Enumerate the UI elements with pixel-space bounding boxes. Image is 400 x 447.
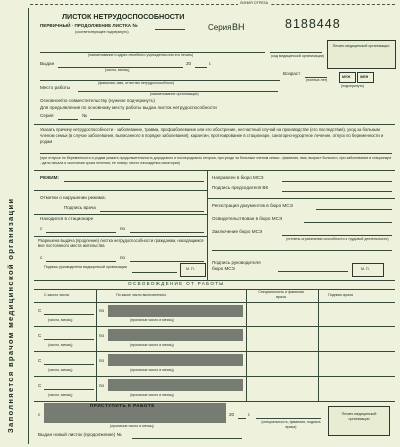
reason-text: Указать причину нетрудоспособности - заболевание, травма, профзаболевание или его обострение, несчастный случай на производстве (его последствия), уход за больным членом семьи (в случае заболевания, выписанного в порядке заболевания), карантин, протезирование в стационаре, санаторно-курортное лечение, отпуск по беременности и родам	[40, 127, 384, 145]
series-word: Серия	[40, 113, 54, 118]
issued-date-caption: (число, месяц)	[105, 68, 130, 72]
age-label: Возраст	[283, 71, 301, 76]
new-issued-label: Выдан новый листок (продолжение) №	[38, 432, 122, 437]
sex-female-box[interactable]: ЖЕН	[357, 72, 374, 83]
form-subtitle: ПЕРВИЧНЫЙ · ПРОДОЛЖЕНИЕ ЛИСТКА №	[40, 23, 138, 28]
org-code-caption: (код медицинской организации)	[271, 54, 324, 58]
permit-text: Разрешена выдача (продление) листка нетрудоспособности гражданам, находящимся вне постоянного места жительства	[38, 238, 204, 249]
cut-line-label: ЛИНИЯ ОТРЕЗА	[240, 1, 268, 5]
stamp-box-top-label: Печать медицинской организации	[332, 44, 390, 48]
examined-label: Освидетельствован в бюро МСЭ	[212, 216, 283, 221]
age-caption: (полных лет)	[306, 78, 328, 82]
org-caption: (наименование и адрес лечебного учреждения или его печать)	[88, 53, 194, 57]
mp-left-box: М. П.	[180, 263, 206, 277]
conclusion-caption: (степень ограничения способности к трудовой деятельности)	[286, 237, 389, 241]
workplace-label: Место работы	[40, 85, 71, 90]
stamp-box-bottom	[328, 406, 390, 436]
release-col2: По какое число включительно	[116, 293, 167, 297]
hospital-label: Находился в стационаре	[40, 216, 94, 221]
mse-head-sign-label: Подпись руководителя бюро МСЭ	[212, 260, 261, 271]
no-word: №	[82, 113, 87, 118]
violation-label: Отметки о нарушении режима:	[40, 195, 106, 200]
form-title: ЛИСТОК НЕТРУДОСПОСОБНОСТИ	[62, 12, 185, 21]
return-title: ПРИСТУПИТЬ К РАБОТЕ	[90, 403, 155, 408]
doctor-sign-label: Подпись врача	[64, 205, 96, 210]
reason-note: (при отпуске по беременности и родам указать продолжительность дородового и послеродового отпуска, при уходе за больным членом семьи - фамилия, имя, возраст больного, при заболевании в стационаре - даты начала и окончания срока лечения; ее номер; место нахождения санатория)	[40, 156, 392, 165]
sick-leave-certificate: ЛИНИЯ ОТРЕЗА Заполняется врачом медицинской организации ЛИСТОК НЕТРУДОСПОСОБНОСТИ ПЕРВИЧНЫЙ · ПРОДОЛЖЕНИЕ ЛИСТКА № (соответствующее подчеркнуть) Серия ВН 8188448 Печать медицинской организации (наименование и адрес лечебного учреждения или его печать) (код медицинской организации) Выдан 20 г. (число, месяц) (фамилия, имя, отчество нетрудоспособного) Возраст (полных лет) МУЖ ЖЕН (подчеркнуть) Место работы (наименование организации) Основное/по совместительству (нужное подчеркнуть) Для предъявления по основному месту работы выдан листок нетрудоспособности Серия № Указать причину нетрудоспособности - заболевание, травма, профзаболевание или его обострение, несчастный случай на производстве (его последствия), уход за больным членом семьи (в случае заболевания, выписанного в порядке заболевания), карантин, протезирование в стационаре, санаторно-курортное лечение, отпуск по беременности и родам (при отпуске по беременности и родам указать продолжительность дородового и послеродового отпуска, при уходе за больным членом семьи - фамилия, имя, возраст больного, при заболевании в стационаре - даты начала и окончания срока лечения; ее номер; место нахождения санатория) РЕЖИМ: Отметки о нарушении режима: Подпись врача Находился в стационаре с по Разрешена выдача (продление) листка нетрудоспособности гражданам, находящимся вне постоянного места жительства с по Подпись руководителя медицинской организации М. П. Направлен в бюро МСЭ Подпись председателя ВК Регистрация документов в бюро МСЭ Освидетельствован в бюро МСЭ Заключение бюро МСЭ (степень ограничения способности к трудовой деятельности) Подпись руководителя бюро МСЭ М. П. ОСВОБОЖДЕНИЕ ОТ РАБОТЫ С какого числа По какое число включительно Специальность и фамилия врача Подпись врача С по (число, месяц) (прописью число и месяц) С по (число, месяц) (прописью число и месяц) С по (число, месяц) (прописью число и месяц) С по (число, месяц) (прописью число и месяц) ПРИСТУПИТЬ К РАБОТЕ с 20 г. (прописью число и месяц) (специальность, фамилия, подпись врача) Выдан новый листок (продолжение) № Печать медицинской организации	[0, 0, 400, 447]
series-label: Серия	[208, 23, 232, 32]
release-row4-redacted	[108, 379, 243, 391]
sent-mse-label: Направлен в бюро МСЭ	[212, 175, 264, 180]
release-col4: Подпись врача	[328, 293, 353, 297]
workplace-caption: (наименование организации)	[150, 92, 199, 96]
fio-caption: (фамилия, имя, отчество нетрудоспособного)	[98, 81, 175, 85]
registered-label: Регистрация документов в бюро МСЭ	[212, 203, 293, 208]
release-title: ОСВОБОЖДЕНИЕ ОТ РАБОТЫ	[128, 281, 225, 286]
chair-sign-label: Подпись председателя ВК	[212, 185, 269, 190]
side-border	[28, 8, 29, 444]
head-sign-label: Подпись руководителя медицинской организации	[44, 265, 127, 269]
release-col1: С какого числа	[44, 293, 69, 297]
stamp-box-bottom-label: Печать медицинской организации	[341, 412, 377, 421]
return-doc-caption: (специальность, фамилия, подпись врача)	[261, 420, 321, 429]
return-words-caption: (прописью число и месяц)	[110, 424, 154, 428]
mp-right-box: М. П.	[352, 263, 384, 277]
release-col3: Специальность и фамилия врача	[258, 290, 304, 299]
form-subtitle-caption: (соответствующее подчеркнуть)	[75, 30, 129, 34]
for-main-job-label: Для предъявления по основному месту работы выдан листок нетрудоспособности	[40, 105, 217, 110]
side-text: Заполняется врачом медицинской организации	[6, 197, 15, 433]
regime-label: РЕЖИМ:	[40, 175, 59, 180]
series-value: ВН	[232, 22, 245, 32]
release-row2-redacted	[108, 329, 243, 341]
sex-caption: (подчеркнуть)	[341, 84, 365, 88]
conclusion-label: Заключение бюро МСЭ	[212, 229, 263, 234]
main-job-label: Основное/по совместительству (нужное подчеркнуть)	[40, 98, 155, 103]
sex-male-box[interactable]: МУЖ	[339, 72, 356, 83]
release-row3-redacted	[108, 354, 243, 366]
issued-label: Выдан	[40, 61, 55, 66]
form-number: 8188448	[285, 17, 341, 31]
stamp-box-top	[327, 40, 396, 69]
release-row1-redacted	[108, 305, 243, 317]
